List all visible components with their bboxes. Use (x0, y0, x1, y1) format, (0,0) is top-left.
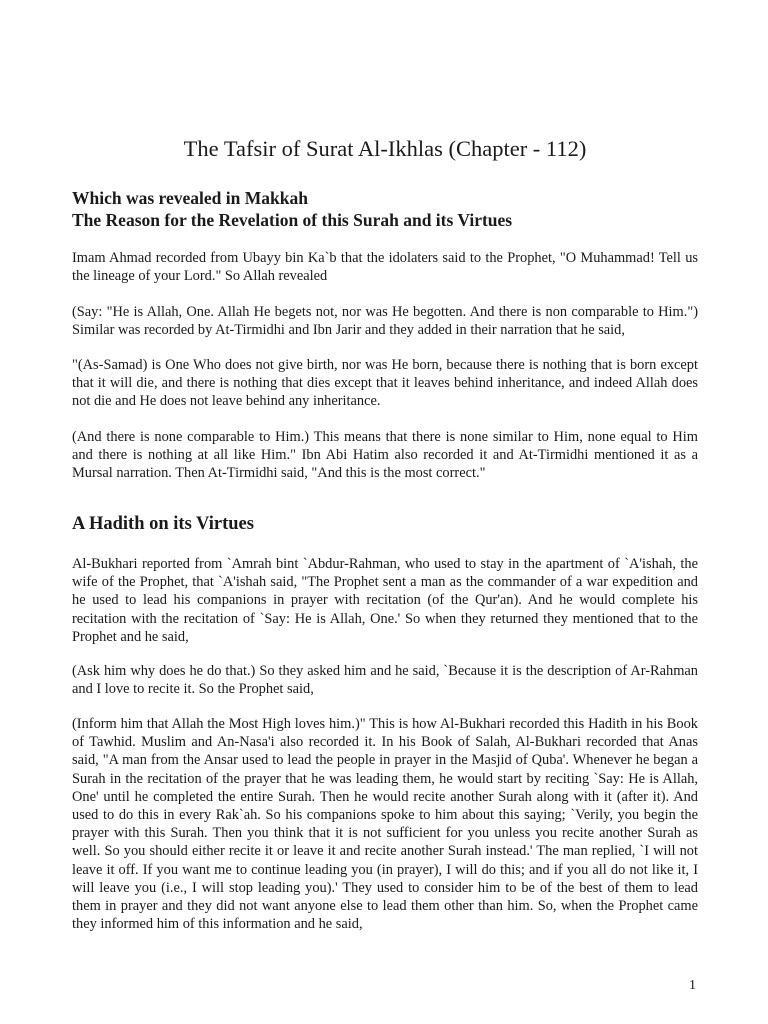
page-title: The Tafsir of Surat Al-Ikhlas (Chapter - 112) (183, 136, 587, 161)
section-heading: A Hadith on its Virtues (72, 514, 254, 534)
paragraph-1: Imam Ahmad recorded from Ubayy bin Ka`b that the idolaters said to the Prophet, "O Muhammad! Tell us the lineage of your Lord." So Allah revealed (72, 250, 698, 285)
paragraph-2: (Say: "He is Allah, One. Allah He begets not, nor was He begotten. And there is non comparable to Him.") Similar was recorded by At-Tirmidhi and Ibn Jarir and they added in their narration that he said, (72, 304, 698, 339)
paragraph-7: (Inform him that Allah the Most High loves him.)" This is how Al-Bukhari recorded this Hadith in his Book of Tawhid. Muslim and An-Nasa'i also recorded it. In his Book of Salah, Al-Bukhari recorded that Anas said, "A man from the Ansar used to lead the people in prayer in the Masjid of Quba'. Whenever he began a Surah in the recitation of the prayer that he was leading them, he would start by reciting `Say: He is Allah, One' until he completed the entire Surah. Then he would recite another Surah along with it (after it). And used to do this in every Rak`ah. So his companions spoke to him about this saying; `Verily, you begin the prayer with this Surah. Then you think that it is not sufficient for you unless you recite another Surah as well. So you should either recite it or leave it and recite another Surah instead.' The man replied, `I will not leave it off. If you want me to continue leading you (in prayer), I will do this; and if you all do not like it, I will leave you (i.e., I will stop leading you).' They used to consider him to be of the best of them to lead them in prayer and they did not want anyone else to lead them other than him. So, when the Prophet came they informed him of this information and he said, (72, 716, 698, 933)
paragraph-4: (And there is none comparable to Him.) This means that there is none similar to Him, none equal to Him and there is nothing at all like Him." Ibn Abi Hatim also recorded it and At-Tirmidhi mentioned it as a Mursal narration. Then At-Tirmidhi said, "And this is the most correct." (72, 429, 698, 482)
subtitle-makkah: Which was revealed in Makkah (72, 188, 308, 208)
subtitle-reason: The Reason for the Revelation of this Surah and its Virtues (72, 210, 513, 230)
paragraph-6: (Ask him why does he do that.) So they asked him and he said, `Because it is the description of Ar-Rahman and I love to recite it. So the Prophet said, (72, 663, 698, 698)
paragraph-3: "(As-Samad) is One Who does not give birth, nor was He born, because there is nothing that is born except that it will die, and there is nothing that dies except that it leaves behind inheritance, and indeed Allah does not die and He does not leave behind any inheritance. (72, 357, 698, 410)
paragraph-5: Al-Bukhari reported from `Amrah bint `Abdur-Rahman, who used to stay in the apartment of `A'ishah, the wife of the Prophet, that `A'ishah said, "The Prophet sent a man as the commander of a war expedition and he used to lead his companions in prayer with recitation (of the Qur'an). And he would complete his recitation with the recitation of `Say: He is Allah, One.' So when they returned they mentioned that to the Prophet and he said, (72, 556, 698, 645)
page-number: 1 (689, 978, 696, 993)
